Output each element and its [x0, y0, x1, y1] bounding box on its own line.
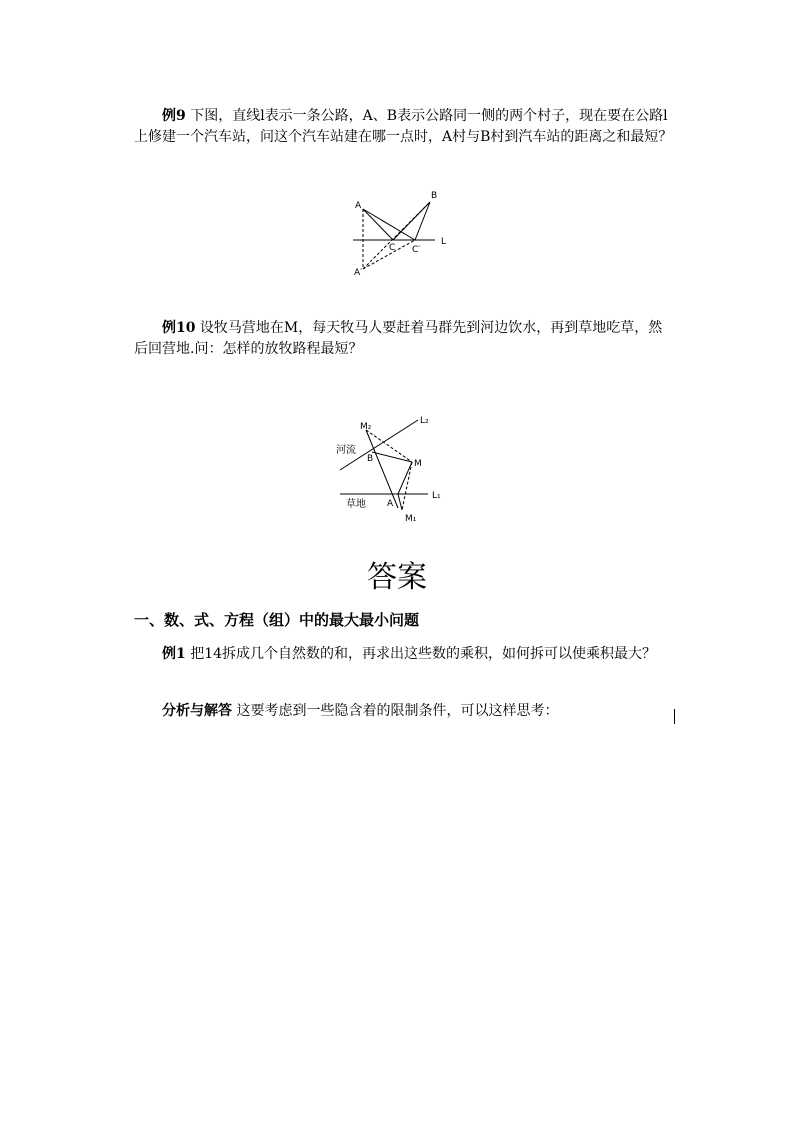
figure-bus-station [345, 185, 460, 280]
segment-C2B [415, 202, 430, 240]
label-M2: M₂ [360, 422, 372, 432]
label-river: 河流 [336, 445, 356, 456]
example1-paragraph [134, 644, 674, 665]
label-M: M [414, 459, 422, 469]
example1-label: 例1 [162, 646, 186, 662]
text-cursor [674, 709, 675, 724]
label-L: L [441, 237, 447, 247]
example9-paragraph [134, 106, 674, 148]
label-C: C [389, 243, 396, 253]
label-A-prime: A′ [354, 268, 363, 278]
analysis-paragraph [134, 701, 674, 722]
label-L2: L₂ [420, 416, 429, 426]
label-B: B [431, 191, 438, 201]
label-B: B [367, 454, 374, 464]
label-A: A [355, 201, 362, 211]
label-A: A [387, 499, 394, 509]
segment-A2B-dashed [363, 202, 430, 269]
segment-A-M1 [398, 494, 402, 510]
analysis-label: 分析与解答 [162, 703, 232, 719]
label-M1: M₁ [405, 514, 417, 524]
section-title: 一、数、式、方程（组）中的最大最小问题 [134, 611, 420, 629]
figure-grazing-path [330, 408, 450, 526]
example10-text: 设牧马营地在M，每天牧马人要赶着马群先到河边饮水，再到草地吃草，然后回营地.问：怎样的放牧路程最短？ [134, 320, 663, 357]
segment-A-M [398, 462, 412, 494]
segment-M2-A [366, 430, 398, 508]
example10-paragraph [134, 318, 674, 360]
example1-text: 把14拆成几个自然数的和，再求出这些数的乘积，如何拆可以使乘积最大？ [185, 646, 657, 662]
label-grass: 草地 [346, 499, 366, 510]
example10-label: 例10 [162, 320, 196, 336]
analysis-text: 这要考虑到一些隐含着的限制条件，可以这样思考： [232, 703, 559, 719]
label-L1: L₁ [432, 491, 441, 501]
segment-M-M1-dashed [402, 462, 412, 510]
answer-title: 答案 [367, 560, 427, 595]
label-C-prime: C′ [412, 245, 421, 255]
example9-text: 下图，直线l表示一条公路，A、B表示公路同一侧的两个村子，现在要在公路l上修建一个汽车站，问这个汽车站建在哪一点时，A村与B村到汽车站的距离之和最短？ [134, 108, 673, 145]
example9-label: 例9 [162, 108, 186, 124]
